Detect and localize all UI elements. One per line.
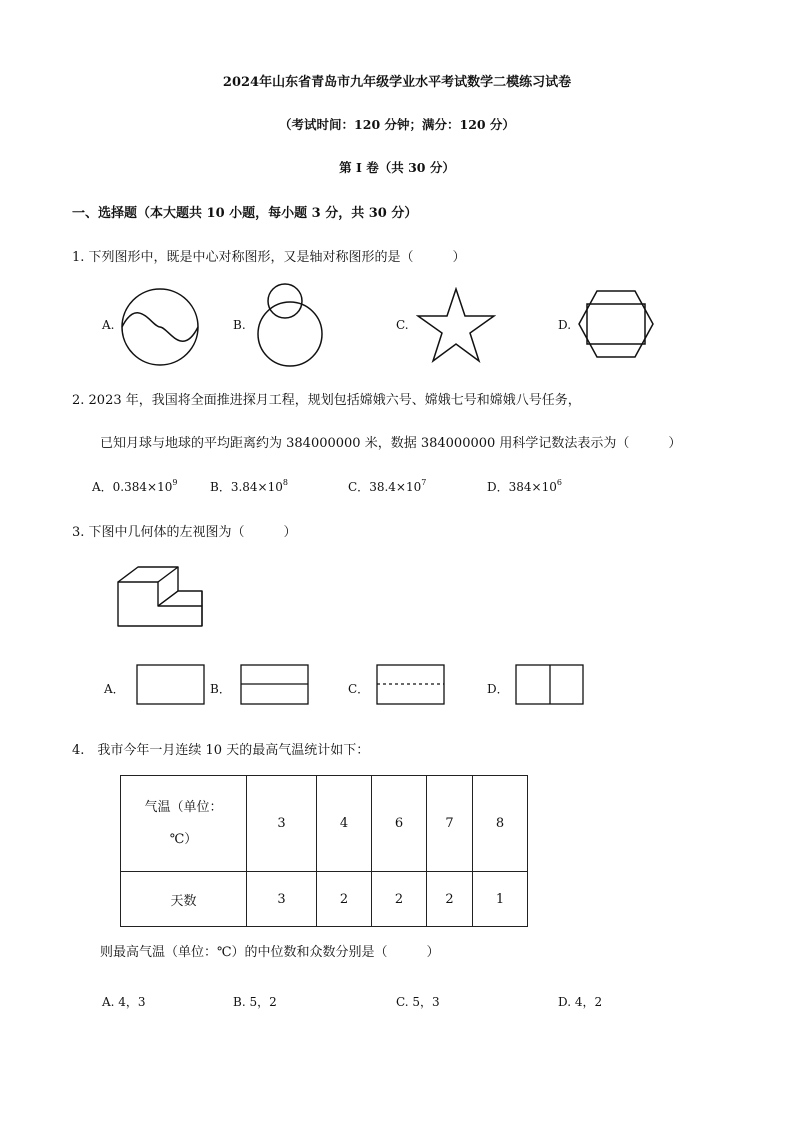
q2-option-a-label: A． [92,480,113,494]
q1-yin-yang-figure [118,285,202,369]
question-4-question: 则最高气温（单位：℃）的中位数和众数分别是（ ） [100,945,440,960]
q2-option-d [487,478,562,495]
table-cell: 3 [247,872,317,927]
question-1-stem: 1. 下列图形中，既是中心对称图形，又是轴对称图形的是（ ） [72,250,466,265]
q3-option-b-label: B． [210,682,231,696]
volume-heading: 第 I 卷（共 30 分） [339,160,455,175]
q3-option-d-label: D． [487,682,509,696]
table-cell: 2 [317,872,372,927]
q4-option-d: D. 4，2 [558,995,603,1009]
table-cell: 1 [473,872,528,927]
q3-option-a-label: A． [104,682,125,696]
q2-option-b-exp: 8 [282,478,288,487]
table-header-temperature [121,776,247,872]
q4-option-a: A. 4，3 [102,995,146,1009]
question-2-stem-line2: 已知月球与地球的平均距离约为 384000000 米，数据 384000000 用科学记数法表示为（ ） [100,436,682,451]
table-cell: 6 [372,776,427,872]
q2-option-d-label: D． [487,480,509,494]
table-cell: 2 [372,872,427,927]
q2-option-c-exp: 7 [421,478,427,487]
q2-option-a-exp: 9 [172,478,178,487]
table-cell: 8 [473,776,528,872]
q2-option-b-label: B． [210,480,231,494]
q3-step-solid-figure [114,562,206,630]
q3-option-a-figure [136,664,206,706]
temperature-header-line1: 气温（单位： [144,799,223,815]
q3-option-c-label: C． [348,682,370,696]
table-header-days: 天数 [121,872,247,927]
table-cell: 2 [427,872,473,927]
q2-option-b-base: 3.84×10 [230,480,283,494]
table-cell: 4 [317,776,372,872]
table-row [121,872,528,927]
question-2-stem-line1: 2. 2023 年，我国将全面推进探月工程，规划包括嫦娥六号、嫦娥七号和嫦娥八号任务， [72,393,581,408]
section-heading: 一、选择题（本大题共 10 小题，每小题 3 分，共 30 分） [72,206,418,221]
table-cell: 7 [427,776,473,872]
q2-option-d-base: 384×10 [508,480,557,494]
q4-option-c: C. 5，3 [396,995,440,1009]
q2-option-c [348,478,426,495]
q2-option-d-exp: 6 [556,478,562,487]
question-3-stem: 3. 下图中几何体的左视图为（ ） [72,525,297,540]
q1-two-circles-figure [252,283,328,367]
q2-option-c-base: 38.4×10 [369,480,422,494]
exam-info: （考试时间：120 分钟；满分：120 分） [279,117,515,132]
table-cell: 3 [247,776,317,872]
question-4-stem: 4. 我市今年一月连续 10 天的最高气温统计如下： [72,743,370,758]
q1-option-d-label: D. [558,318,572,332]
q3-option-b-figure [240,664,310,706]
q1-option-a-label: A. [102,318,115,332]
q2-option-a [92,478,177,495]
q3-option-d-figure [515,664,585,706]
q2-option-b [210,478,288,495]
q3-option-c-figure [376,664,446,706]
q2-option-a-base: 0.384×10 [112,480,173,494]
q1-hexagon-figure [577,288,655,360]
temperature-header-line2: ℃） [169,831,198,847]
q4-option-b: B. 5，2 [233,995,277,1009]
exam-title: 2024年山东省青岛市九年级学业水平考试数学二模练习试卷 [222,75,572,90]
q1-star-figure [416,287,496,363]
q1-option-c-label: C. [396,318,409,332]
table-row [121,776,528,872]
q2-option-c-label: C． [348,480,370,494]
q1-option-b-label: B. [233,318,246,332]
temperature-table [120,775,528,927]
